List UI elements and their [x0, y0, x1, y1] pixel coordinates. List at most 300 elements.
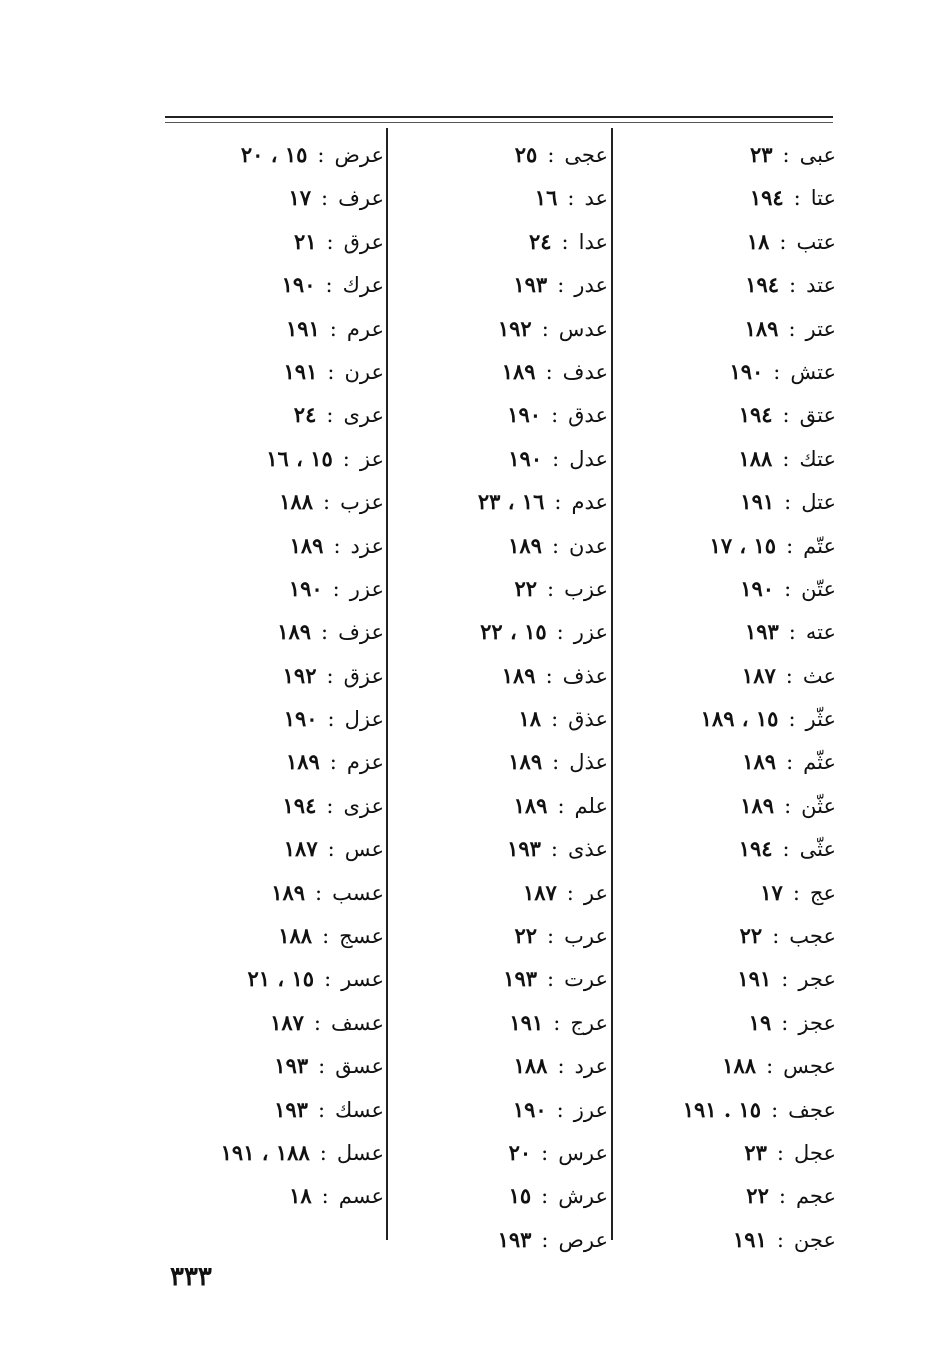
index-entry [398, 176, 608, 219]
entry-pages: ١٥ ، ٢٠ [240, 142, 308, 167]
entry-pages: ١٨٧ [283, 836, 318, 862]
entry-word: عثّر [805, 707, 836, 732]
top-rule-thin [165, 122, 833, 123]
index-entry [398, 610, 608, 653]
entry-pages: ١٦ ، ٢٣ [477, 489, 545, 515]
index-entry [172, 220, 384, 263]
index-entry [626, 1044, 836, 1087]
entry-separator: : [557, 1054, 565, 1079]
entry-word: عسم [338, 1184, 384, 1209]
entry-pages: ١٩٠ [283, 706, 318, 732]
entry-separator: : [550, 837, 558, 862]
index-entry [626, 1174, 836, 1217]
entry-separator: : [552, 750, 560, 775]
entry-word: عرك [342, 273, 384, 298]
entry-separator: : [782, 446, 790, 471]
entry-word: عسر [341, 967, 384, 992]
index-entry [398, 220, 608, 263]
entry-word: عتد [806, 273, 836, 298]
entry-word: عسج [339, 924, 384, 949]
entry-separator: : [333, 533, 341, 558]
index-entry [398, 307, 608, 350]
entry-word: عر [583, 880, 608, 905]
entry-separator: : [773, 359, 781, 384]
entry-pages: ١٩٠ [512, 1096, 547, 1122]
entry-pages: ١٨٨ [738, 445, 773, 471]
index-entry [626, 654, 836, 697]
entry-separator: : [545, 663, 553, 688]
entry-separator: : [547, 576, 555, 601]
entry-pages: ١٨٩ [744, 315, 779, 341]
entry-pages: ١٨٩ [513, 792, 548, 818]
entry-word: عدم [571, 490, 608, 515]
entry-separator: : [556, 620, 564, 645]
entry-word: عثّن [801, 793, 836, 818]
entry-separator: : [324, 967, 332, 992]
entry-pages: ١٧ [760, 879, 783, 905]
index-entry [626, 871, 836, 914]
entry-separator: : [782, 143, 790, 167]
entry-separator: : [771, 1097, 779, 1122]
entry-separator: : [776, 1227, 784, 1252]
entry-pages: ١٩١ [733, 1226, 767, 1252]
entry-separator: : [329, 316, 337, 341]
entry-word: عزى [343, 793, 384, 818]
entry-separator: : [325, 273, 333, 298]
entry-pages: ١٨ [746, 228, 770, 254]
index-entry [172, 1131, 384, 1174]
entry-word: عتّن [801, 576, 836, 601]
entry-word: عتق [799, 403, 836, 428]
entry-separator: : [327, 837, 335, 862]
index-entry [626, 437, 836, 480]
index-entry [626, 567, 836, 610]
entry-pages: ١٨٨ [513, 1053, 548, 1079]
entry-pages: ٢٢ [514, 575, 538, 601]
entry-separator: : [789, 273, 797, 298]
entry-separator: : [557, 273, 565, 298]
column-divider-left [386, 128, 388, 1240]
index-entry [398, 827, 608, 870]
entry-pages: ٢٣ [749, 142, 773, 167]
entry-separator: : [313, 1010, 321, 1035]
entry-word: عذى [568, 837, 608, 862]
entry-separator: : [326, 793, 334, 818]
entry-pages: ١٩١ [285, 315, 320, 341]
index-entry [172, 1044, 384, 1087]
entry-pages: ٢٢ [739, 923, 763, 949]
top-rule [165, 116, 833, 118]
entry-pages: ٢٥ [514, 142, 538, 167]
entry-word: عرف [338, 186, 384, 211]
entry-pages: ١٩٠ [281, 272, 316, 298]
index-entry [398, 871, 608, 914]
entry-separator: : [786, 533, 794, 558]
index-entry [172, 437, 384, 480]
index-entry [172, 697, 384, 740]
entry-separator: : [541, 1227, 549, 1252]
entry-word: عتر [805, 316, 836, 341]
index-entry [626, 133, 836, 176]
entry-separator: : [781, 1010, 789, 1035]
index-entry [626, 1088, 836, 1131]
entry-separator: : [784, 793, 792, 818]
entry-pages: ١٨٩ [285, 749, 320, 775]
entry-pages: ٢٢ [746, 1183, 769, 1209]
entry-separator: : [566, 880, 574, 905]
entry-word: عبى [799, 143, 836, 167]
index-entry [626, 220, 836, 263]
index-entry [172, 133, 384, 176]
entry-word: عزد [350, 533, 384, 558]
index-entry [172, 914, 384, 957]
entry-pages: ١٨٩ [271, 879, 306, 905]
entry-separator: : [332, 576, 340, 601]
index-entry [398, 784, 608, 827]
index-entry [172, 740, 384, 783]
entry-pages: ١٩٤ [749, 185, 784, 211]
entry-word: عدق [568, 403, 608, 428]
entry-separator: : [554, 490, 562, 515]
index-column-middle [398, 133, 608, 1261]
entry-word: عث [802, 663, 836, 688]
entry-word: عجى [564, 143, 608, 167]
entry-word: عتل [801, 490, 836, 515]
entry-pages: ١٨٩ [501, 662, 536, 688]
entry-word: عذق [568, 707, 608, 732]
entry-separator: : [793, 186, 801, 211]
entry-separator: : [315, 880, 323, 905]
entry-separator: : [327, 359, 335, 384]
entry-pages: ١٨٩ [501, 358, 536, 384]
entry-pages: ١٩١ [283, 358, 318, 384]
entry-pages: ١٩١ [740, 489, 775, 515]
entry-pages: ٢٤ [528, 228, 552, 254]
entry-pages: ١٩٢ [497, 315, 532, 341]
entry-pages: ١٥ ، ١٧ [709, 532, 777, 558]
entry-separator: : [321, 186, 329, 211]
entry-separator: : [326, 403, 334, 428]
entry-pages: ١٩٠ [507, 402, 542, 428]
index-entry [172, 263, 384, 306]
entry-word: عدر [574, 273, 608, 298]
entry-separator: : [788, 707, 796, 732]
entry-pages: ١٩٠ [740, 575, 775, 601]
entry-pages: ٢٠ [508, 1139, 532, 1165]
entry-pages: ١٦ [534, 185, 558, 211]
entry-pages: ١٩٠ [508, 445, 543, 471]
index-entry [626, 784, 836, 827]
index-entry [398, 263, 608, 306]
index-entry [172, 610, 384, 653]
entry-word: عرج [570, 1010, 608, 1035]
index-entry [398, 480, 608, 523]
index-entry [172, 1001, 384, 1044]
index-entry [626, 1131, 836, 1174]
entry-pages: ١٨٩ [289, 532, 324, 558]
entry-pages: ١٨٩ [740, 792, 775, 818]
entry-word: عس [344, 837, 384, 862]
index-entry [172, 350, 384, 393]
entry-pages: ١٨٧ [741, 662, 776, 688]
entry-separator: : [323, 490, 331, 515]
entry-separator: : [788, 316, 796, 341]
entry-separator: : [317, 143, 325, 167]
entry-pages: ٢٤ [293, 402, 317, 428]
entry-separator: : [547, 924, 555, 949]
index-entry [172, 567, 384, 610]
entry-word: عذف [562, 663, 608, 688]
entry-separator: : [329, 750, 337, 775]
entry-separator: : [321, 1184, 329, 1209]
entry-separator: : [551, 533, 560, 558]
entry-separator: : [551, 403, 559, 428]
entry-pages: ١٩٣ [503, 966, 538, 992]
entry-pages: ١٩١ [509, 1009, 544, 1035]
entry-word: علم [574, 793, 608, 818]
index-column-left [172, 133, 384, 1218]
index-entry [626, 914, 836, 957]
index-entry [626, 957, 836, 1000]
entry-separator: : [778, 1184, 786, 1209]
entry-word: عسب [332, 880, 384, 905]
entry-pages: ١٨٩ [508, 532, 542, 558]
entry-word: عثّم [803, 750, 836, 775]
entry-separator: : [556, 1097, 564, 1122]
entry-word: عجف [788, 1097, 836, 1122]
entry-word: عجز [798, 1010, 836, 1035]
entry-word: عدل [569, 446, 608, 471]
entry-word: عجس [783, 1054, 836, 1079]
entry-separator: : [318, 1054, 326, 1079]
entry-pages: ١٩٣ [744, 619, 779, 645]
entry-word: عسك [335, 1097, 384, 1122]
entry-pages: ١٥ ، ١٦ [266, 445, 333, 471]
index-entry [398, 697, 608, 740]
entry-pages: ١٧ [288, 185, 312, 211]
entry-pages: ٢٢ [514, 923, 538, 949]
entry-word: عدف [562, 359, 608, 384]
entry-separator: : [785, 663, 793, 688]
index-entry [626, 1218, 836, 1261]
entry-pages: ١٨٨ [278, 923, 313, 949]
entry-word: عرص [558, 1227, 608, 1252]
entry-pages: ١٩٠ [729, 358, 764, 384]
entry-pages: ١٨٩ [277, 619, 312, 645]
entry-word: عتب [796, 229, 836, 254]
index-entry [172, 871, 384, 914]
entry-pages: ٢٣ [744, 1139, 767, 1165]
index-entry [172, 827, 384, 870]
entry-word: عزب [564, 576, 608, 601]
index-entry [626, 697, 836, 740]
entry-word: عدن [569, 533, 608, 558]
index-entry [626, 307, 836, 350]
entry-word: عز [359, 446, 384, 471]
entry-separator: : [342, 446, 350, 471]
entry-word: عجم [795, 1184, 836, 1209]
entry-pages: ١٨٩ [508, 749, 543, 775]
index-entry [398, 524, 608, 567]
index-entry [398, 1174, 608, 1217]
entry-word: عسف [330, 1010, 384, 1035]
entry-word: عته [805, 620, 836, 645]
entry-word: عذل [569, 750, 608, 775]
index-entry [398, 1131, 608, 1174]
entry-separator: : [541, 1184, 549, 1209]
entry-separator: : [788, 620, 796, 645]
entry-word: عسل [336, 1140, 384, 1165]
entry-word: عرى [343, 403, 384, 428]
entry-word: عرق [343, 229, 384, 254]
entry-pages: ١٩٤ [282, 792, 317, 818]
index-entry [172, 1088, 384, 1131]
entry-word: عد [584, 186, 608, 211]
entry-pages: ١٩٣ [507, 836, 541, 862]
index-entry [626, 480, 836, 523]
entry-separator: : [781, 967, 789, 992]
entry-pages: ١٩٣ [274, 1053, 309, 1079]
index-entry [626, 610, 836, 653]
entry-word: عرز [573, 1097, 608, 1122]
entry-pages: ١٨٨ ، ١٩١ [220, 1139, 310, 1165]
entry-word: عزر [349, 576, 384, 601]
entry-pages: ١٨٧ [522, 879, 557, 905]
entry-word: عجب [789, 924, 836, 949]
index-entry [398, 654, 608, 697]
entry-word: عرس [558, 1140, 608, 1165]
entry-separator: : [782, 837, 790, 862]
entry-word: عرم [346, 316, 384, 341]
index-entry [172, 480, 384, 523]
entry-word: عزر [573, 620, 608, 645]
entry-separator: : [319, 1140, 327, 1165]
index-entry [626, 393, 836, 436]
entry-word: عرض [334, 143, 384, 167]
index-entry [398, 740, 608, 783]
index-entry [398, 133, 608, 176]
index-entry [398, 1218, 608, 1261]
page-number: ٣٣٣ [170, 1262, 212, 1292]
entry-separator: : [326, 229, 334, 254]
entry-pages: ١٥ ، ٢١ [247, 966, 315, 992]
entry-word: عتك [799, 446, 836, 471]
entry-pages: ١٨ [518, 706, 542, 732]
entry-separator: : [317, 1097, 326, 1122]
entry-word: عدس [558, 316, 608, 341]
entry-pages: ١٩٤ [738, 402, 773, 428]
entry-word: عتّم [803, 533, 836, 558]
entry-separator: : [557, 793, 565, 818]
entry-pages: ١٥ ، ١٨٩ [700, 706, 779, 732]
entry-separator: : [545, 359, 553, 384]
index-entry [172, 176, 384, 219]
index-entry [172, 307, 384, 350]
entry-pages: ١٩٠ [288, 575, 323, 601]
entry-pages: ١٥ . ١٩١ [682, 1096, 762, 1122]
entry-separator: : [779, 229, 787, 254]
entry-pages: ١٨٧ [270, 1009, 304, 1035]
index-entry [626, 524, 836, 567]
index-entry [626, 350, 836, 393]
column-divider-right [611, 128, 613, 1240]
entry-separator: : [547, 143, 555, 167]
entry-separator: : [784, 576, 792, 601]
index-entry [172, 784, 384, 827]
index-entry [626, 176, 836, 219]
index-entry [626, 740, 836, 783]
index-entry [626, 827, 836, 870]
index-entry [172, 654, 384, 697]
entry-pages: ١٥ [508, 1183, 532, 1209]
index-entry [398, 1044, 608, 1087]
entry-separator: : [552, 446, 560, 471]
entry-word: عرش [558, 1184, 608, 1209]
entry-separator: : [784, 490, 792, 515]
entry-word: عتش [790, 359, 836, 384]
entry-separator: : [327, 707, 335, 732]
index-entry [398, 437, 608, 480]
entry-pages: ١٨٨ [722, 1053, 757, 1079]
entry-word: عزم [346, 750, 384, 775]
index-entry [398, 914, 608, 957]
index-entry [172, 1174, 384, 1217]
entry-word: عرد [574, 1054, 608, 1079]
entry-word: عزف [338, 620, 384, 645]
index-entry [398, 393, 608, 436]
entry-separator: : [553, 1010, 561, 1035]
entry-separator: : [541, 1140, 549, 1165]
entry-separator: : [782, 403, 790, 428]
entry-word: عج [809, 880, 836, 905]
entry-word: عجر [798, 967, 836, 992]
entry-separator: : [766, 1054, 774, 1079]
entry-word: عرت [564, 967, 608, 992]
entry-separator: : [567, 186, 575, 211]
entry-pages: ١٩٤ [738, 836, 773, 862]
entry-pages: ١٨٨ [279, 489, 314, 515]
entry-pages: ١٩٣ [274, 1096, 308, 1122]
entry-word: عسق [335, 1054, 384, 1079]
entry-separator: : [772, 924, 780, 949]
entry-word: عجن [793, 1227, 836, 1252]
index-entry [398, 957, 608, 1000]
entry-pages: ١٩١ [737, 966, 772, 992]
entry-pages: ١٨ [289, 1183, 312, 1209]
entry-separator: : [326, 663, 334, 688]
entry-separator: : [321, 620, 329, 645]
entry-separator: : [541, 316, 549, 341]
index-entry [398, 1001, 608, 1044]
index-entry [172, 524, 384, 567]
index-entry [172, 957, 384, 1000]
entry-word: عزل [344, 707, 384, 732]
index-entry [172, 393, 384, 436]
index-column-right [626, 133, 836, 1261]
entry-pages: ١٥ ، ٢٢ [480, 619, 547, 645]
entry-word: عثّى [799, 837, 836, 862]
index-entry [626, 1001, 836, 1044]
entry-word: عزب [340, 490, 384, 515]
entry-pages: ١٩٢ [282, 662, 317, 688]
entry-pages: ٢١ [293, 228, 317, 254]
index-entry [398, 567, 608, 610]
entry-separator: : [547, 967, 555, 992]
entry-word: عدا [578, 229, 608, 254]
entry-pages: ١٨٩ [742, 749, 777, 775]
entry-pages: ١٩٤ [745, 272, 780, 298]
entry-separator: : [561, 229, 569, 254]
